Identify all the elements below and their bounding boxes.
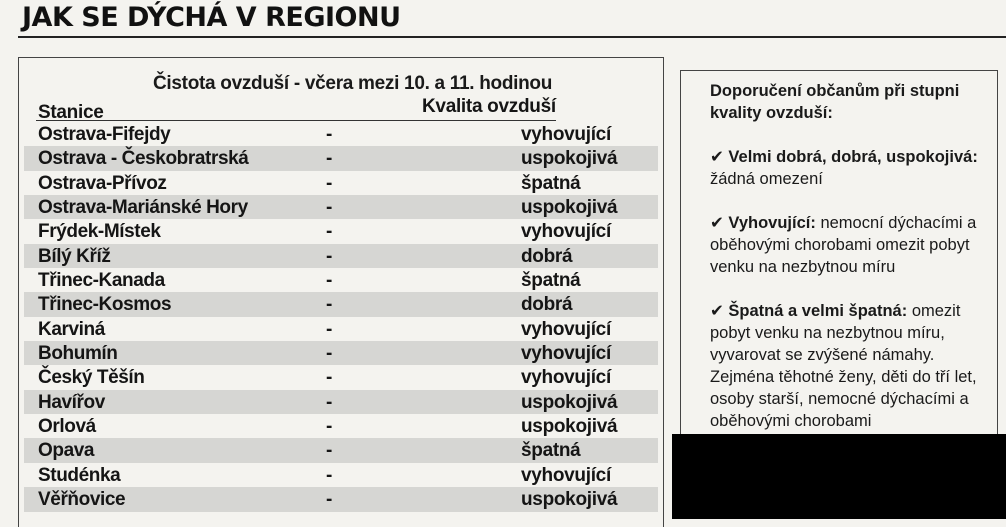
header-rule bbox=[36, 120, 556, 121]
quality-value: vyhovující bbox=[521, 464, 611, 486]
quality-value: uspokojivá bbox=[521, 391, 618, 413]
column-header-station: Stanice bbox=[38, 102, 104, 123]
row-dash: - bbox=[326, 489, 333, 511]
table-row bbox=[24, 317, 658, 341]
quality-value: uspokojivá bbox=[521, 489, 618, 511]
recommendation-label: Špatná a velmi špatná: bbox=[728, 302, 908, 320]
recommendation-label: Velmi dobrá, dobrá, uspokojivá: bbox=[728, 148, 978, 166]
row-dash: - bbox=[326, 367, 333, 389]
row-dash: - bbox=[326, 318, 333, 340]
table-title: Čistota ovzduší - včera mezi 10. a 11. hodinou bbox=[153, 73, 553, 94]
station-name: Orlová bbox=[38, 416, 96, 438]
row-dash: - bbox=[326, 343, 333, 365]
station-name: Věřňovice bbox=[38, 489, 126, 511]
row-dash: - bbox=[326, 124, 333, 145]
station-name: Bohumín bbox=[38, 343, 118, 365]
table-row bbox=[24, 341, 658, 365]
table-row bbox=[24, 171, 658, 195]
table-row bbox=[24, 195, 658, 219]
row-dash: - bbox=[326, 464, 333, 486]
row-dash: - bbox=[326, 172, 333, 194]
row-dash: - bbox=[326, 416, 333, 438]
row-dash: - bbox=[326, 221, 333, 243]
redaction-block bbox=[672, 434, 1006, 519]
row-dash: - bbox=[326, 197, 333, 219]
quality-value: uspokojivá bbox=[521, 416, 618, 438]
quality-value: vyhovující bbox=[521, 221, 611, 243]
quality-value: vyhovující bbox=[521, 124, 611, 145]
row-dash: - bbox=[326, 245, 333, 267]
row-dash: - bbox=[326, 148, 333, 170]
station-name: Ostrava-Přívoz bbox=[38, 172, 167, 194]
recommendation-text: nemocní dýchacími a oběhovými chorobami omezit pobyt venku na nezbytnou míru bbox=[710, 214, 977, 276]
recommendations-intro: Doporučení občanům při stupni kvality ovzduší: bbox=[710, 82, 960, 122]
table-row bbox=[24, 438, 658, 462]
station-name: Třinec-Kanada bbox=[38, 270, 165, 292]
headline-rule bbox=[18, 36, 1006, 38]
table-row bbox=[24, 219, 658, 243]
quality-value: špatná bbox=[521, 172, 581, 194]
quality-value: dobrá bbox=[521, 245, 573, 267]
quality-value: špatná bbox=[521, 270, 581, 292]
quality-value: vyhovující bbox=[521, 343, 611, 365]
quality-value: vyhovující bbox=[521, 367, 611, 389]
station-name: Třinec-Kosmos bbox=[38, 294, 172, 316]
air-quality-rows bbox=[24, 122, 658, 512]
table-row bbox=[24, 268, 658, 292]
table-row bbox=[24, 414, 658, 438]
table-row bbox=[24, 487, 658, 511]
recommendation-text: žádná omezení bbox=[710, 170, 823, 188]
station-name: Havířov bbox=[38, 391, 105, 413]
row-dash: - bbox=[326, 440, 333, 462]
recommendations bbox=[710, 80, 990, 454]
station-name: Ostrava-Mariánské Hory bbox=[38, 197, 248, 219]
recommendation-item bbox=[710, 146, 990, 190]
station-name: Frýdek-Místek bbox=[38, 221, 161, 243]
station-name: Ostrava - Českobratrská bbox=[38, 148, 249, 170]
recommendation-item bbox=[710, 212, 990, 278]
row-dash: - bbox=[326, 270, 333, 292]
station-name: Ostrava-Fifejdy bbox=[38, 124, 171, 145]
quality-value: špatná bbox=[521, 440, 581, 462]
quality-value: uspokojivá bbox=[521, 197, 618, 219]
table-row bbox=[24, 463, 658, 487]
row-dash: - bbox=[326, 294, 333, 316]
station-name: Bílý Kříž bbox=[38, 245, 111, 267]
station-name: Český Těšín bbox=[38, 367, 145, 389]
check-icon: ✔ bbox=[710, 214, 724, 232]
station-name: Studénka bbox=[38, 464, 121, 486]
table-row bbox=[24, 365, 658, 389]
check-icon: ✔ bbox=[710, 302, 724, 320]
recommendation-item bbox=[710, 300, 990, 432]
table-row bbox=[24, 244, 658, 268]
headline: JAK SE DÝCHÁ V REGIONU bbox=[22, 2, 401, 33]
recommendation-text: omezit pobyt venku na nezbytnou míru, vyvarovat se zvýšené námahy. Zejména těhotné ženy, děti do tří let, osoby starší, nemocné dýchacími a oběhovými chorobami bbox=[710, 302, 977, 430]
recommendation-label: Vyhovující: bbox=[728, 214, 816, 232]
table-row bbox=[24, 146, 658, 170]
table-row bbox=[24, 292, 658, 316]
table-row bbox=[24, 390, 658, 414]
quality-value: vyhovující bbox=[521, 318, 611, 340]
row-dash: - bbox=[326, 391, 333, 413]
quality-value: uspokojivá bbox=[521, 148, 618, 170]
check-icon: ✔ bbox=[710, 148, 724, 166]
station-name: Opava bbox=[38, 440, 95, 462]
quality-value: dobrá bbox=[521, 294, 573, 316]
station-name: Karviná bbox=[38, 318, 105, 340]
table-row bbox=[24, 122, 658, 146]
column-header-quality: Kvalita ovzduší bbox=[422, 96, 556, 117]
